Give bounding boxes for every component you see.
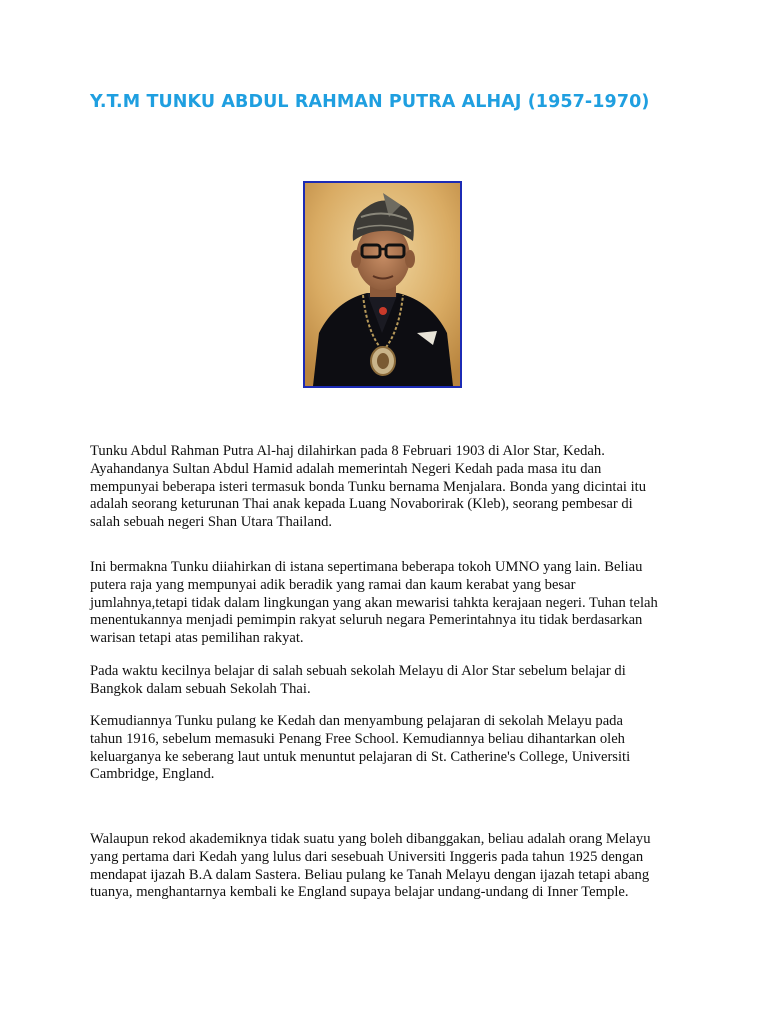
- portrait-photo: [303, 181, 462, 388]
- paragraph-royal-family: Ini bermakna Tunku diiahirkan di istana sepertimana beberapa tokoh UMNO yang lain. Beliau putera raja yang mempunyai adik beradik yang ramai dan kaum kerabat yang besar jumlahnya,tetapi tidak dalam lingkungan yang akan mewarisi tahkta kerajaan negeri. Tuhan telah menentukannya menjadi pemimpin rakyat seluruh negara Pemerintahnya itu tidak berdasarkan warisan tetapi atas pemilihan rakyat.: [90, 559, 658, 647]
- paragraph-cambridge: Kemudiannya Tunku pulang ke Kedah dan menyambung pelajaran di sekolah Melayu pada tahun 1916, sebelum memasuki Penang Free School. Kemudiannya beliau dihantarkan oleh keluarganya ke seberang laut untuk menuntut pelajaran di St. Catherine's College, Universiti Cambridge, England.: [90, 713, 631, 783]
- paragraph-early-school: Pada waktu kecilnya belajar di salah sebuah sekolah Melayu di Alor Star sebelum belajar di Bangkok dalam sebuah Sekolah Thai.: [90, 663, 626, 697]
- paragraph-birth: Tunku Abdul Rahman Putra Al-haj dilahirkan pada 8 Februari 1903 di Alor Star, Kedah. Ayahandanya Sultan Abdul Hamid adalah memerintah Negeri Kedah pada masa itu dan mempunyai beberapa isteri termasuk bonda Tunku bernama Menjalara. Bonda yang dicintai itu adalah seorang keturunan Thai anak kepada Luang Novaborirak (Kleb), seorang pembesar di salah sebuah negeri Shan Utara Thailand.: [90, 443, 647, 531]
- paragraph-degree: Walaupun rekod akademiknya tidak suatu yang boleh dibanggakan, beliau adalah orang Melayu yang pertama dari Kedah yang lulus dari sesebuah Universiti Inggeris pada tahun 1925 dengan mendapat ijazah B.A dalam Sastera. Beliau pulang ke Tanah Melayu dengan ijazah tetapi abang tuanya, menghantarnya kembali ke England supaya belajar undang-undang di Inner Temple.: [90, 831, 651, 901]
- document-title: Y.T.M TUNKU ABDUL RAHMAN PUTRA ALHAJ (1957-1970): [90, 92, 650, 112]
